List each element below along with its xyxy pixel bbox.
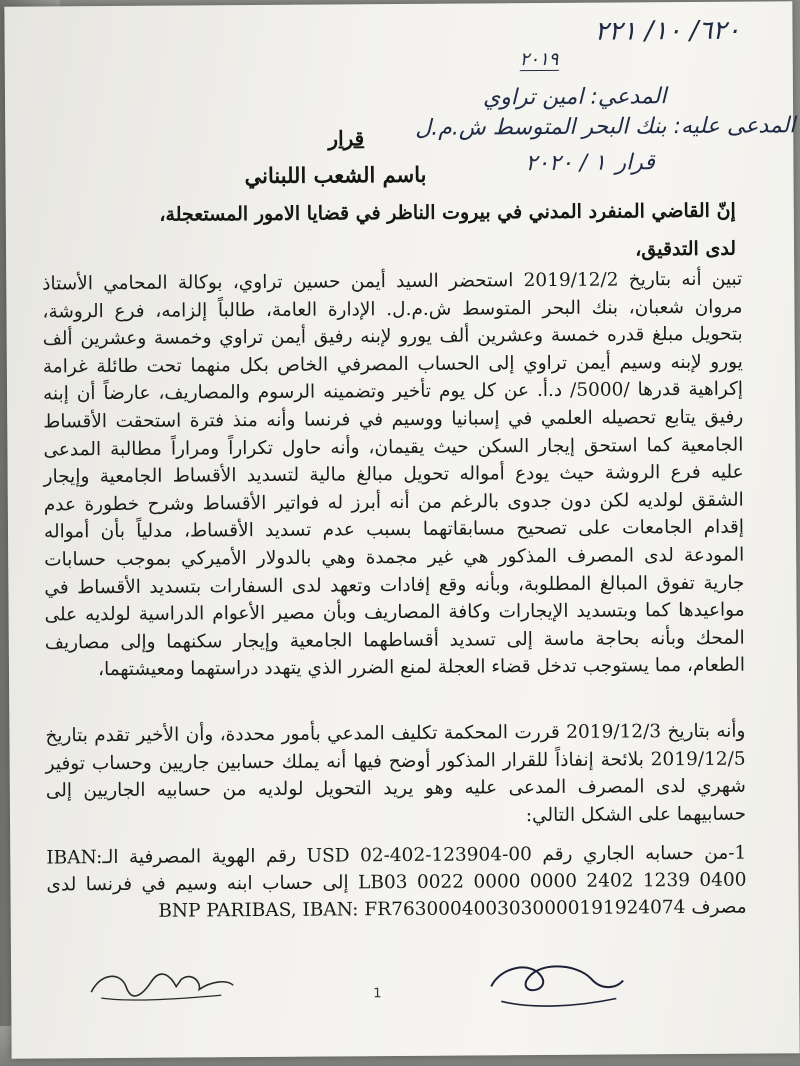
page-number: 1	[373, 986, 382, 1002]
item1-account: 02-402-123904-00	[360, 844, 532, 867]
item1-iban-label: رقم الهوية المصرفية الـIBAN:	[46, 845, 297, 869]
judge-line: إنّ القاضي المنفرد المدني في بيروت الناظر في قضايا الامور المستعجلة،	[159, 199, 736, 226]
paragraph-court-order: وأنه بتاريخ 2019/12/3 قررت المحكمة تكليف المدعي بأمور محددة، وأن الأخير تقدم بتاريخ 2019/12/5 بلائحة إنفاذاً للقرار المذكور أوضح فيها أنه يملك حسابين جاريين وحساب توفير شهري لدى المصرف المدعى عليه وهو يريد التحويل لولديه من حسابيه الجاريين إلى حسابيهما على الشكل التالي:	[45, 720, 747, 826]
handwritten-year: ٢٠١٩	[519, 48, 559, 71]
item1-currency: USD	[306, 845, 350, 867]
transfer-item-1	[46, 840, 747, 926]
item1-bank: BNP PARIBAS, IBAN:	[158, 899, 359, 922]
paragraph-facts: تبين أنه بتاريخ 2019/12/2 استحضر السيد أيمن حسين تراوي، بوكالة المحامي الأستاذ مروان شعبان، بنك البحر المتوسط ش.م.ل. الإدارة العامة، طالباً إلزامه، فرع الروشة، بتحويل مبلغ قدره خمسة وعشرين ألف يورو لإبنه رفيق أيمن تراوي وخمسة وعشرين ألف يورو لإبنه وسيم أيمن تراوي إلى الحساب المصرفي الخاص بكل منهما تحت طائلة غرامة إكراهية قدرها /5000/ د.أ. عن كل يوم تأخير وتضمينه الرسوم والمصاريف، عارضاً أن إبنه رفيق يتابع تحصيله العلمي في إسبانيا ووسيم في فرنسا وأنه منذ فترة استحقت الأقساط الجامعية كما استحق إيجار السكن حيث يقيمان، وأنه حاول تكراراً ومراراً مطالبة المدعى عليه فرع الروشة حيث يودع أمواله تحويل مبالغ مالية لتسديد الأقساط الجامعية وإيجار الشقق لولديه لكن دون جدوى بالرغم من أنه أبرز له فواتير الأقساط وشرح خطورة عدم إقدام الجامعات على تصحيح مسابقاتهما بسبب عدم تسديد الأقساط، مدلياً بأن أمواله المودعة لدى المصرف المذكور هي غير مجمدة وهي بالدولار الأميركي بموجب حسابات جارية تفوق المبالغ المطلوبة، وبأنه وقع إفادات وتعهد لدى السفارات بتسديد الأقساط في مواعيدها كما وبتسديد الإيجارات وكافة المصاريف وبأن مصير الأعوام الدراسية لولديه على المحك وبأنه بحاجة ماسة إلى تسديد أقساطهما الجامعية وإيجار سكنهما وإلى مصاريف الطعام، مما يستوجب تدخل قضاء العجلة لمنع الضرر الذي يتهدد دراستهما ومعيشتهما،	[42, 268, 746, 681]
item1-transfer-text: إلى حساب ابنه وسيم في فرنسا لدى مصرف	[46, 872, 747, 918]
handwritten-file-number: ٦٢٠/ ١٠/ ٢٢١	[594, 15, 741, 47]
item1-prefix: 1-من حسابه الجاري رقم	[542, 842, 747, 866]
item1-dest-iban: FR7630004003030000191924074	[364, 897, 686, 921]
signature-right	[481, 950, 631, 1021]
handwritten-plaintiff: المدعي: امين تراوي	[482, 84, 667, 111]
examination-line: لدى التدقيق،	[635, 237, 737, 261]
item1-iban: LB03 0022 0000 0000 2402 1239 0400	[358, 869, 747, 894]
handwritten-decision-label: قرار	[615, 150, 655, 176]
document-title: قرار	[328, 126, 365, 151]
document-page	[4, 1, 799, 1058]
signature-left	[81, 951, 241, 1012]
handwritten-decision-number: ١ / ٢٠٢٠	[525, 150, 607, 177]
document-subtitle: باسم الشعب اللبناني	[244, 161, 427, 189]
handwritten-defendant: المدعى عليه: بنك البحر المتوسط ش.م.ل	[415, 113, 796, 141]
